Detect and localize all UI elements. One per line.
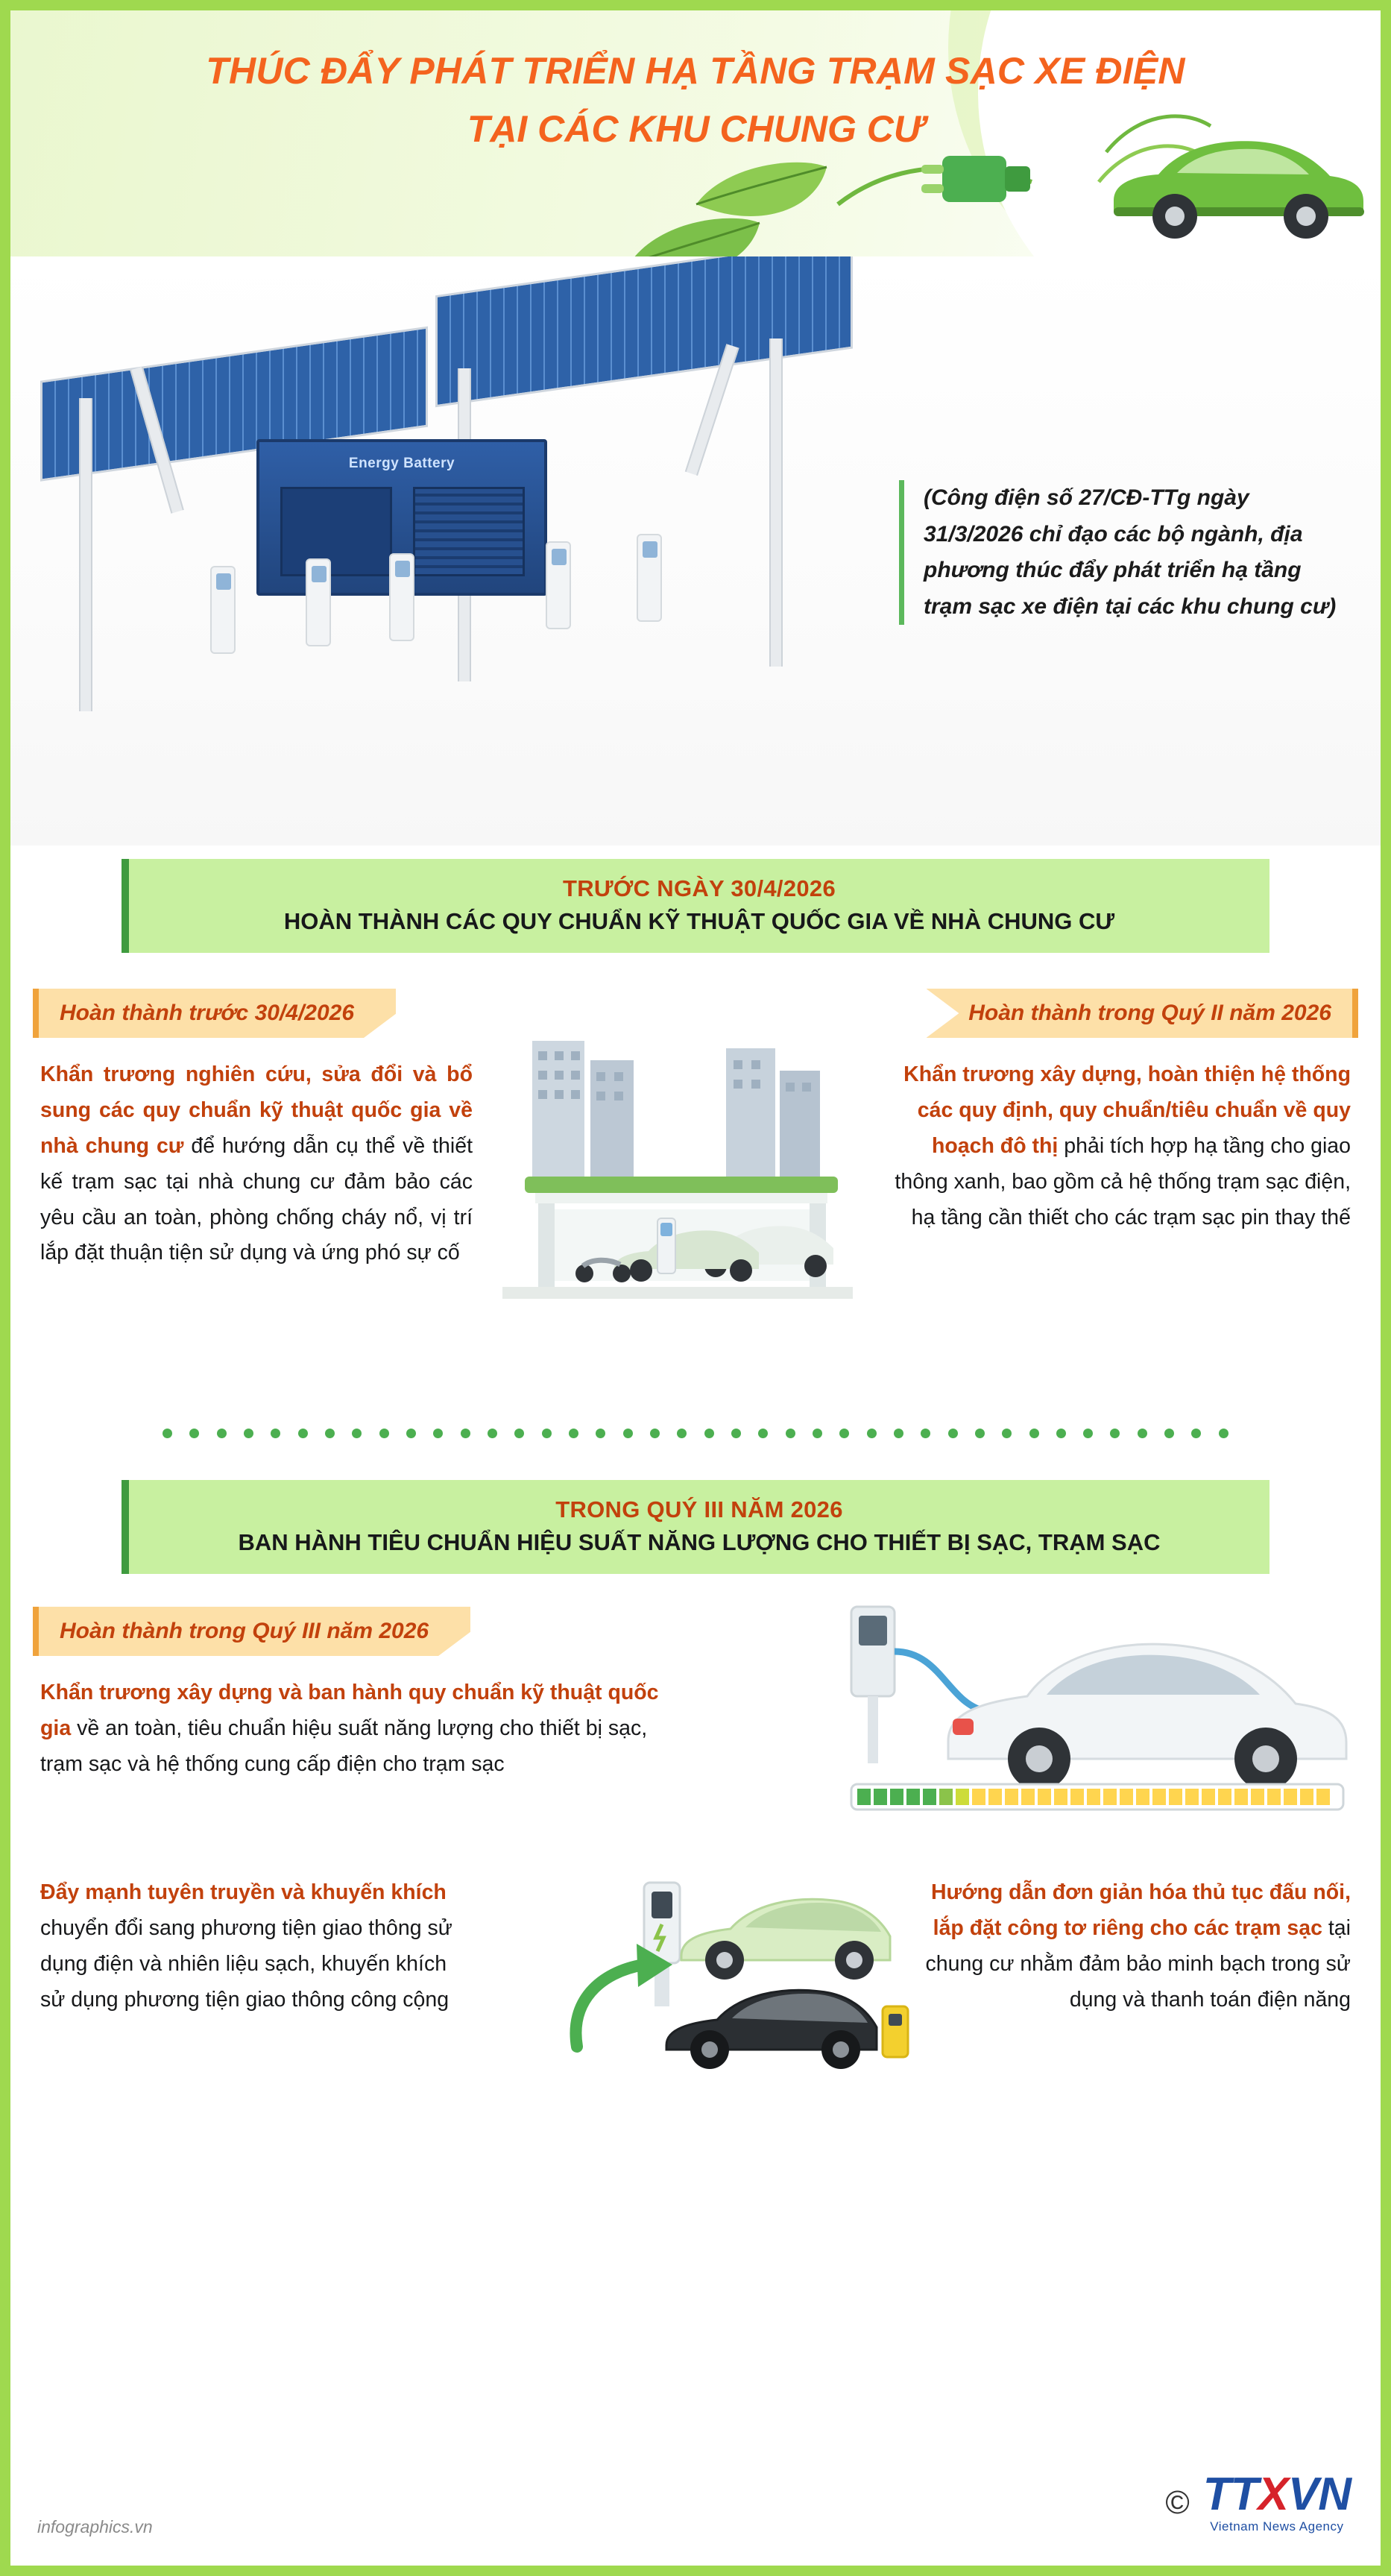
source-url: infographics.vn	[37, 2517, 153, 2536]
agency-name: Vietnam News Agency	[1210, 2519, 1344, 2534]
charging-post	[389, 553, 414, 641]
section-2-text-highlight: Khẩn trương xây dựng và ban hành quy chuẩn kỹ thuật quốc gia	[40, 1681, 659, 1740]
banner-2-wrapper	[10, 1480, 1381, 1574]
logo-x: X	[1258, 2469, 1288, 2520]
container-door	[280, 487, 392, 576]
tab-right-wrapper	[927, 989, 1358, 1038]
directive-quote: (Công điện số 27/CĐ-TTg ngày 31/3/2026 chỉ đạo các bộ ngành, địa phương thúc đẩy phát triển hạ tầng trạm sạc xe điện tại các khu chung cư)	[899, 480, 1346, 625]
banner-before-30-4-2026	[122, 859, 1269, 953]
solar-panel	[435, 256, 853, 407]
banner-2-line1: TRONG QUÝ III NĂM 2026	[555, 1496, 843, 1522]
ttxvn-wordmark	[1202, 2469, 1351, 2520]
charging-post	[637, 534, 662, 622]
tab-hoan-thanh-truoc-30-4-2026[interactable]: Hoàn thành trước 30/4/2026	[33, 989, 396, 1038]
section-1	[10, 989, 1381, 1436]
charging-station-building-illustration	[502, 1041, 905, 1339]
banner-2-line2: BAN HÀNH TIÊU CHUẨN HIỆU SUẤT NĂNG LƯỢNG CHO THIẾT BỊ SẠC, TRẠM SẠC	[238, 1529, 1161, 1555]
ev-charging-illustration	[762, 1599, 1358, 1845]
section-1-left-text	[40, 1057, 473, 1271]
hero-illustration	[10, 256, 1381, 845]
section-2-text-rest: về an toàn, tiêu chuẩn hiệu suất năng lượng cho thiết bị sạc, trạm sạc và hệ thống cung cấp điện cho trạm sạc	[40, 1716, 648, 1776]
section-1-right-text-highlight: Khẩn trương xây dựng, hoàn thiện hệ thống các quy định, quy chuẩn/tiêu chuẩn về quy hoạch đô thị	[903, 1062, 1351, 1158]
copyright-symbol: ©	[1165, 2484, 1190, 2521]
ttxvn-logo	[1165, 2469, 1351, 2534]
section-3-right-text	[903, 1875, 1351, 2018]
section-2	[10, 1607, 1381, 1853]
tab-quy-3-wrapper	[33, 1607, 470, 1656]
logo-tt: TT	[1202, 2469, 1258, 2520]
canopy-post	[769, 338, 783, 667]
banner-quy-3-2026	[122, 1480, 1269, 1574]
tab-left-wrapper	[33, 989, 396, 1038]
canopy-post	[79, 398, 92, 711]
tab-hoan-thanh-quy-2-2026[interactable]: Hoàn thành trong Quý II năm 2026	[927, 989, 1358, 1038]
container-vent	[413, 487, 525, 576]
ev-vs-petrol-illustration	[532, 1860, 890, 2158]
banner-1-wrapper	[10, 859, 1381, 953]
charging-post	[546, 541, 571, 629]
section-3-left-text	[40, 1875, 458, 2018]
page-title-line1: THÚC ĐẨY PHÁT TRIỂN HẠ TẦNG TRẠM SẠC XE ĐIỆN	[206, 50, 1185, 92]
section-1-right-text	[889, 1057, 1351, 1235]
header	[10, 10, 1381, 256]
banner-1-line2: HOÀN THÀNH CÁC QUY CHUẨN KỸ THUẬT QUỐC GIA VỀ NHÀ CHUNG CƯ	[283, 908, 1115, 934]
leaf-icon-2	[696, 163, 827, 216]
leaf-icon	[629, 218, 760, 256]
energy-battery-label: Energy Battery	[348, 456, 455, 471]
banner-1-line1: TRƯỚC NGÀY 30/4/2026	[562, 875, 836, 901]
charging-post	[210, 566, 236, 654]
section-3	[10, 1875, 1381, 2188]
section-1-right-text-rest: phải tích hợp hạ tầng cho giao thông xanh, bao gồm cả hệ thống trạm sạc điện, hạ tầng cần thiết cho các trạm sạc pin thay thế	[895, 1133, 1351, 1229]
plug-icon	[935, 133, 1054, 230]
logo-vn: VN	[1287, 2469, 1351, 2520]
section-3-right-text-highlight: Hướng dẫn đơn giản hóa thủ tục đấu nối, lắp đặt công tơ riêng cho các trạm sạc	[930, 1880, 1351, 1940]
green-car-icon	[1106, 130, 1367, 242]
section-3-left-text-rest: chuyển đổi sang phương tiện giao thông sử dụng điện và nhiên liệu sạch, khuyến khích sử dụng phương tiện giao thông công cộng	[40, 1915, 452, 2012]
section-3-left-text-highlight: Đẩy mạnh tuyên truyền và khuyến khích	[40, 1880, 447, 1904]
section-2-text	[40, 1675, 681, 1783]
page-title-line2: TẠI CÁC KHU CHUNG CƯ	[467, 108, 924, 150]
charging-post	[306, 558, 331, 646]
section-1-left-text-highlight: Khẩn trương nghiên cứu, sửa đổi và bổ sung các quy chuẩn kỹ thuật quốc gia về nhà chung cư	[40, 1062, 473, 1158]
tab-hoan-thanh-quy-3-2026[interactable]: Hoàn thành trong Quý III năm 2026	[33, 1607, 470, 1656]
section-3-right-text-rest: tại chung cư nhằm đảm bảo minh bạch trong sử dụng và thanh toán điện năng	[925, 1915, 1351, 2012]
section-1-left-text-rest: để hướng dẫn cụ thể về thiết kế trạm sạc tại nhà chung cư đảm bảo các yêu cầu an toàn, phòng chống cháy nổ, vị trí lắp đặt thuận tiện sử dụng và ứng phó sự cố	[40, 1133, 473, 1265]
